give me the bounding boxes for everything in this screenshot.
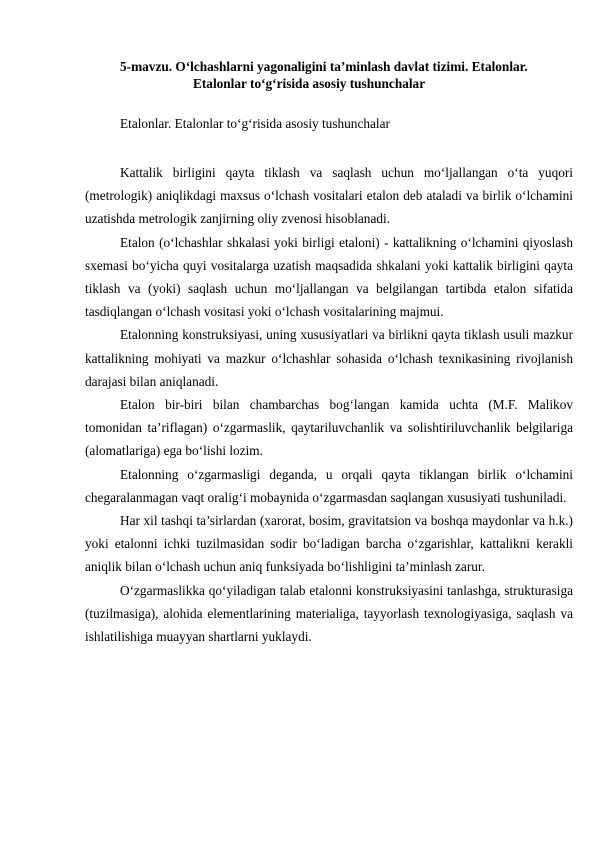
- paragraph: Etalonning o‘zgarmasligi deganda, u orqali qayta tiklangan birlik o‘lchamini chegaralanmagan vaqt oralig‘i mobaynida o‘zgarmasdan saqlangan xususiyati tushuniladi.: [85, 466, 573, 505]
- paragraph: Etalon bir-biri bilan chambarchas bog‘langan kamida uchta (M.F. Malikov tomonidan ta’riflagan) o‘zgarmaslik, qaytariluvchanlik va solishtiriluvchanlik belgilariga (alomatlariga) ega bo‘lishi lozim.: [85, 397, 573, 459]
- page-title: [85, 58, 575, 92]
- paragraph: Etalon (o‘lchashlar shkalasi yoki birligi etaloni) - kattalikning o‘lchamini qiyoslash sxemasi bo‘yicha quyi vositalarga uzatish maqsadida shkalani yoki kattalik birligini qayta tiklash va (yoki) saqlash uchun mo‘ljallangan va belgilangan tartibda etalon sifatida tasdiqlangan o‘lchash vositasi yoki o‘lchash vositalarining majmui.: [85, 234, 573, 320]
- section-subtitle: Etalonlar. Etalonlar to‘g‘risida asosiy tushunchalar: [120, 116, 390, 131]
- paragraph: Kattalik birligini qayta tiklash va saqlash uchun mo‘ljallangan o‘ta yuqori (metrologik) aniqlikdagi maxsus o‘lchash vositalari etalon deb ataladi va birlik o‘lchamini uzatishda metrologik zanjirning oliy zvenosi hisoblanadi.: [85, 165, 573, 227]
- paragraph: O‘zgarmaslikka qo‘yiladigan talab etalonni konstruksiyasini tanlashga, strukturasiga (tuzilmasiga), alohida elementlarining materialiga, tayyorlash texnologiyasiga, saqlash va ishlatilishiga muayyan shartlarni yuklaydi.: [85, 582, 573, 645]
- paragraph: Etalonning konstruksiyasi, uning xususiyatlari va birlikni qayta tiklash usuli mazkur kattalikning mohiyati va mazkur o‘lchashlar sohasida o‘lchash texnikasining rivojlanish darajasi bilan aniqlanadi.: [85, 327, 573, 389]
- title-line-1: 5-mavzu. O‘lchashlarni yagonaligini ta’minlash davlat tizimi. Etalonlar.: [120, 59, 528, 74]
- body-text: [85, 161, 573, 648]
- paragraph: Har xil tashqi ta’sirlardan (xarorat, bosim, gravitatsion va boshqa maydonlar va h.k.) yoki etalonni ichki tuzilmasidan sodir bo‘ladigan barcha o‘zgarishlar, kattalikni kerakli aniqlik bilan o‘lchash uchun aniq funksiyada bo‘lishligini ta’minlash zarur.: [85, 513, 573, 575]
- title-line-2: Etalonlar to‘g‘risida asosiy tushunchalar: [193, 76, 426, 91]
